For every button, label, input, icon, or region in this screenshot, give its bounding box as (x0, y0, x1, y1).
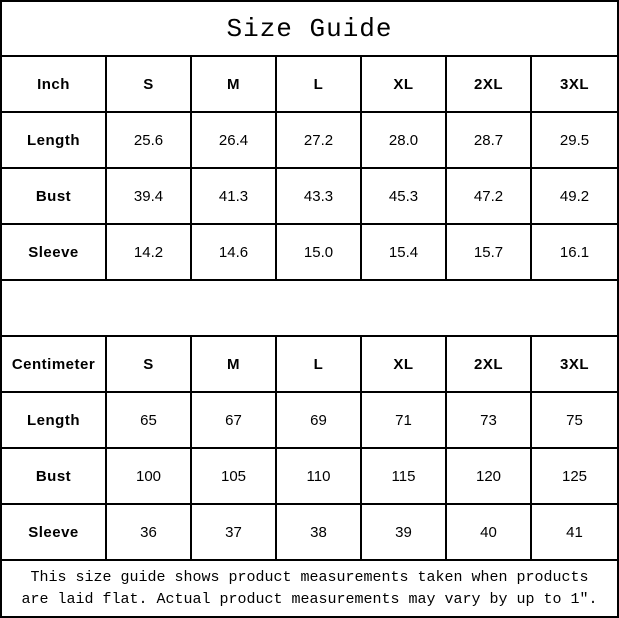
size-header-cell: XL (362, 57, 447, 113)
value-cell: 41 (532, 505, 617, 561)
value-cell: 125 (532, 449, 617, 505)
size-header-cell: M (192, 337, 277, 393)
size-header-cell: 2XL (447, 337, 532, 393)
value-cell: 27.2 (277, 113, 362, 169)
value-cell: 15.7 (447, 225, 532, 281)
value-cell: 45.3 (362, 169, 447, 225)
size-header-cell: L (277, 337, 362, 393)
size-header-cell: L (277, 57, 362, 113)
size-header-cell: M (192, 57, 277, 113)
value-cell: 38 (277, 505, 362, 561)
measure-label-cell: Sleeve (2, 505, 107, 561)
size-header-cell: XL (362, 337, 447, 393)
value-cell: 25.6 (107, 113, 192, 169)
size-header-cell: 2XL (447, 57, 532, 113)
value-cell: 65 (107, 393, 192, 449)
unit-header-cell: Centimeter (2, 337, 107, 393)
value-cell: 14.6 (192, 225, 277, 281)
value-cell: 110 (277, 449, 362, 505)
value-cell: 39 (362, 505, 447, 561)
value-cell: 73 (447, 393, 532, 449)
value-cell: 67 (192, 393, 277, 449)
unit-header-cell: Inch (2, 57, 107, 113)
value-cell: 26.4 (192, 113, 277, 169)
measure-label-cell: Length (2, 113, 107, 169)
value-cell: 29.5 (532, 113, 617, 169)
value-cell: 100 (107, 449, 192, 505)
footer-note (2, 561, 617, 616)
value-cell: 37 (192, 505, 277, 561)
value-cell: 28.0 (362, 113, 447, 169)
size-header-cell: S (107, 57, 192, 113)
value-cell: 36 (107, 505, 192, 561)
measure-label-cell: Length (2, 393, 107, 449)
value-cell: 15.0 (277, 225, 362, 281)
value-cell: 120 (447, 449, 532, 505)
value-cell: 69 (277, 393, 362, 449)
inch-table (2, 57, 617, 281)
value-cell: 47.2 (447, 169, 532, 225)
spacer-row (2, 281, 617, 337)
value-cell: 28.7 (447, 113, 532, 169)
size-header-cell: S (107, 337, 192, 393)
value-cell: 16.1 (532, 225, 617, 281)
value-cell: 15.4 (362, 225, 447, 281)
size-guide-title: Size Guide (2, 2, 617, 57)
measure-label-cell: Sleeve (2, 225, 107, 281)
value-cell: 115 (362, 449, 447, 505)
measure-label-cell: Bust (2, 169, 107, 225)
measure-label-cell: Bust (2, 449, 107, 505)
value-cell: 49.2 (532, 169, 617, 225)
value-cell: 105 (192, 449, 277, 505)
value-cell: 71 (362, 393, 447, 449)
value-cell: 75 (532, 393, 617, 449)
centimeter-table (2, 337, 617, 561)
value-cell: 40 (447, 505, 532, 561)
size-header-cell: 3XL (532, 57, 617, 113)
size-header-cell: 3XL (532, 337, 617, 393)
value-cell: 41.3 (192, 169, 277, 225)
value-cell: 43.3 (277, 169, 362, 225)
value-cell: 39.4 (107, 169, 192, 225)
value-cell: 14.2 (107, 225, 192, 281)
footer-line: are laid flat. Actual product measurements may vary by up to 1″. (21, 590, 598, 608)
footer-line: This size guide shows product measurements taken when products (30, 568, 589, 586)
